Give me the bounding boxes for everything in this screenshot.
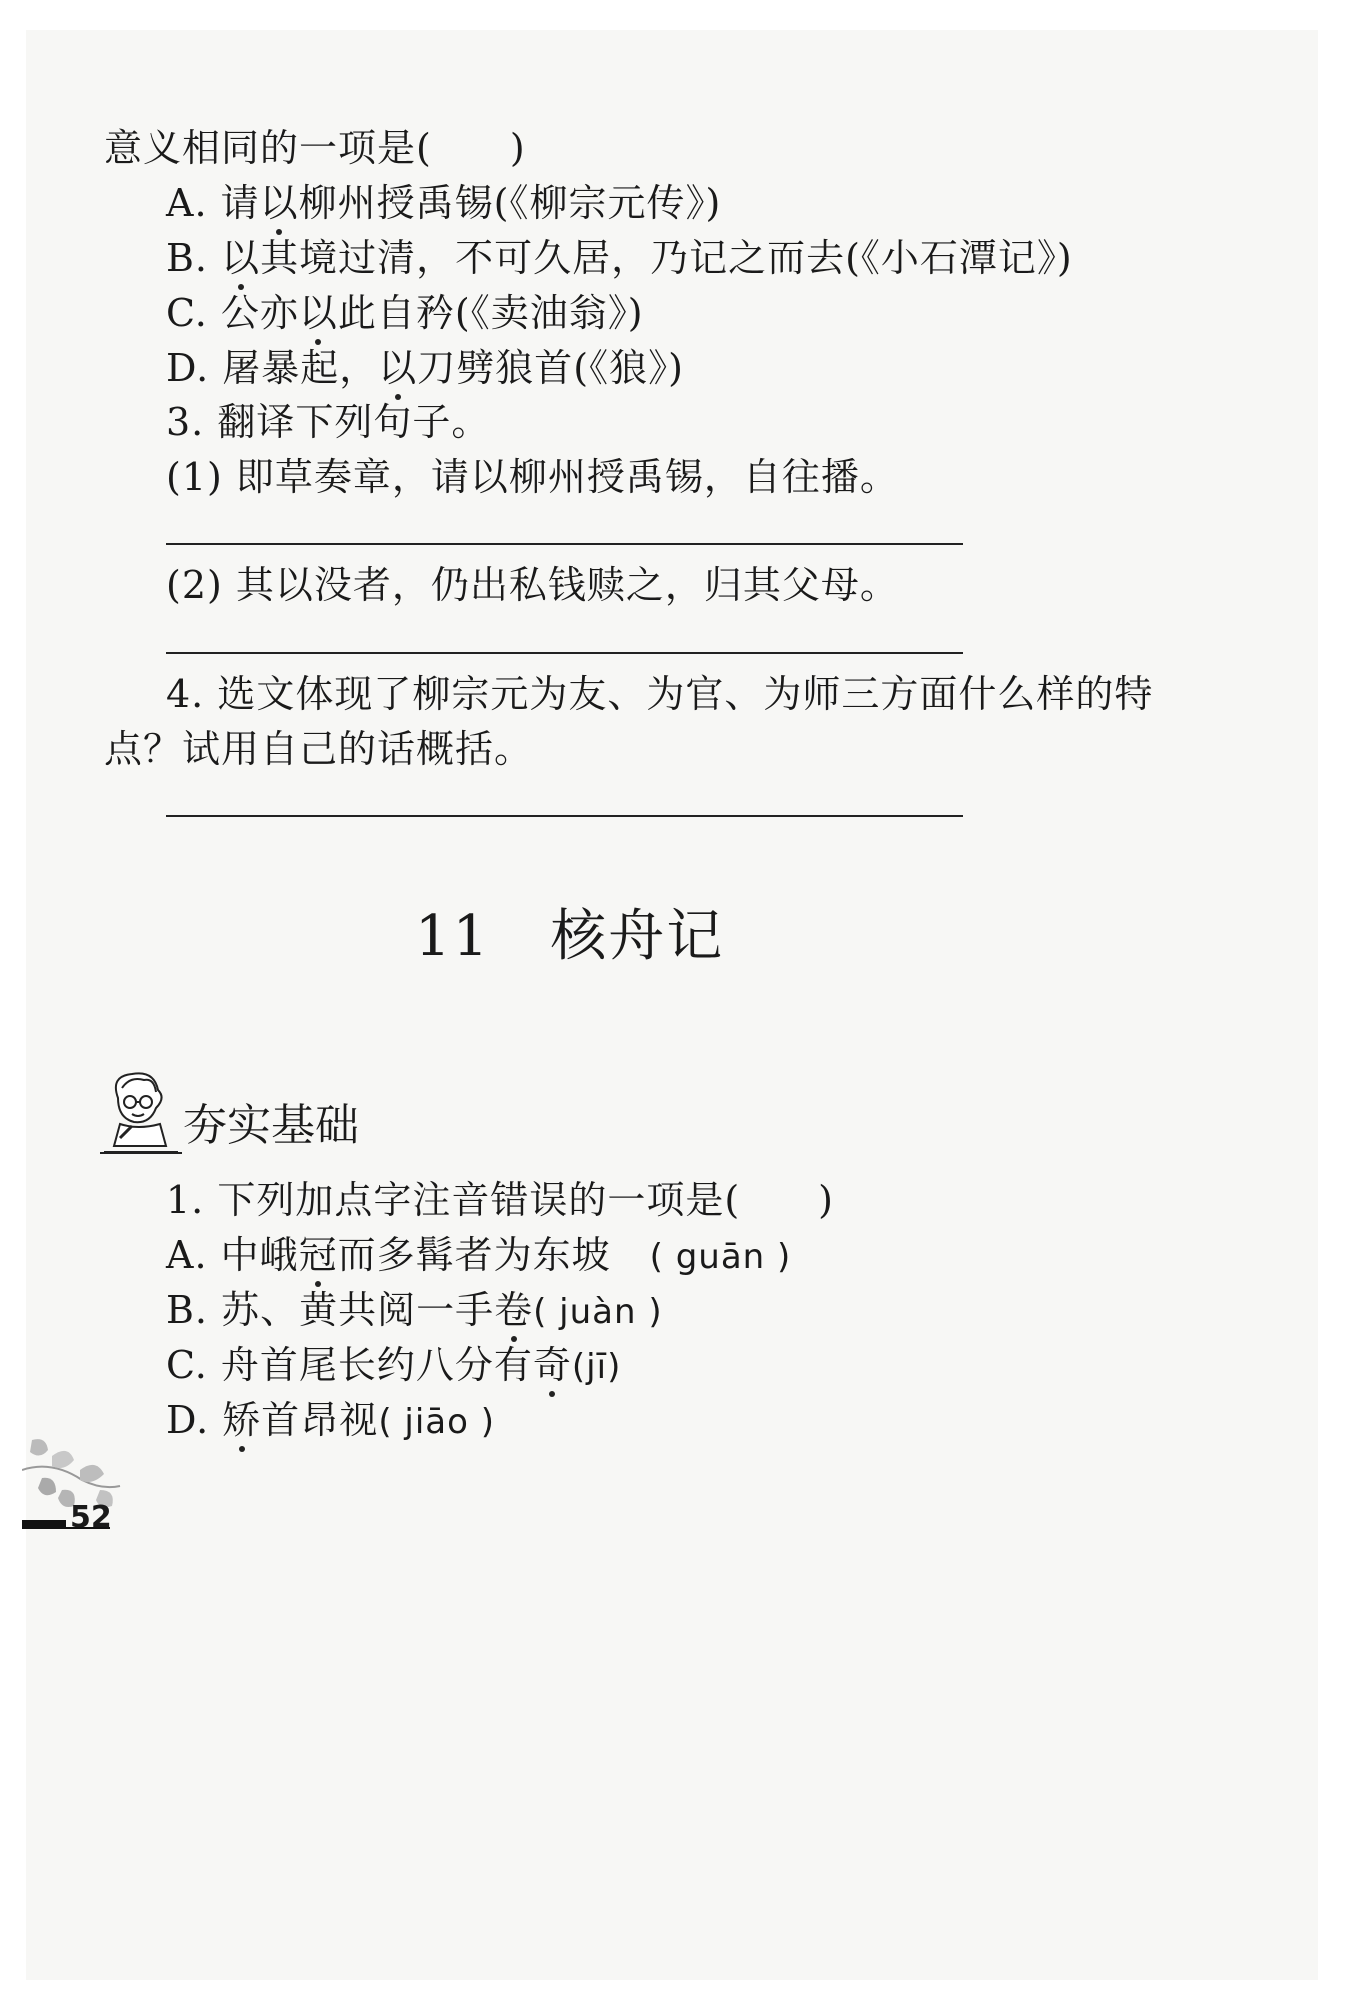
option-text: B. [166, 236, 222, 280]
answer-line-1[interactable] [166, 543, 963, 545]
q1-option-d[interactable] [166, 1398, 495, 1444]
option-text: 柳州授禹锡(《柳宗元传》) [298, 181, 722, 225]
q4-line-2: 点？试用自己的话概括。 [104, 727, 534, 771]
option-text: D. 屠暴起， [166, 346, 379, 390]
option-text: 此自矜(《卖油翁》) [337, 291, 644, 335]
dotted-char: 以 [378, 346, 418, 390]
q2-option-c[interactable] [166, 291, 644, 335]
pinyin-annotation: ( guān ) [649, 1237, 792, 1277]
option-text: D. [166, 1398, 223, 1442]
option-text: 刀劈狼首(《狼》) [417, 346, 684, 390]
q2-option-d[interactable] [166, 346, 684, 390]
student-writing-icon [100, 1068, 180, 1158]
q3-item-1: (1) 即草奏章，请以柳州授禹锡，自往播。 [166, 455, 899, 499]
lesson-number: 11 [415, 904, 491, 969]
q1-option-c[interactable] [166, 1343, 621, 1389]
q3-stem: 3. 翻译下列句子。 [166, 400, 491, 444]
pinyin-annotation: (jī) [571, 1347, 622, 1387]
lesson-title [415, 905, 724, 969]
option-text: C. 公亦 [166, 291, 299, 335]
answer-line-3[interactable] [166, 815, 963, 817]
dotted-char: 奇 [532, 1343, 572, 1387]
dotted-char: 卷 [494, 1288, 534, 1332]
option-text: 其境过清，不可久居，乃记之而去(《小石潭记》) [260, 236, 1073, 280]
q1-stem: 1. 下列加点字注音错误的一项是( ) [166, 1178, 834, 1222]
dotted-char: 以 [259, 181, 299, 225]
section-heading: 夯实基础 [183, 1100, 359, 1151]
dotted-char: 以 [298, 291, 338, 335]
page-number-underline [22, 1527, 110, 1529]
pinyin-annotation: ( juàn ) [533, 1292, 663, 1332]
dotted-char: 以 [221, 236, 261, 280]
q3-item-2: (2) 其以没者，仍出私钱赎之，归其父母。 [166, 563, 899, 607]
option-text: B. 苏、黄共阅一手 [166, 1288, 495, 1332]
q1-option-b[interactable] [166, 1288, 663, 1334]
section-underline [100, 1152, 182, 1154]
option-text: A. 中峨 [166, 1233, 299, 1277]
option-text: A. 请 [166, 181, 260, 225]
dotted-char: 冠 [298, 1233, 338, 1277]
q2-option-b[interactable] [166, 236, 1073, 280]
lesson-name: 核舟记 [550, 904, 725, 969]
dotted-char: 矫 [222, 1398, 262, 1442]
q1-option-a[interactable] [166, 1233, 791, 1279]
option-text: 首昂视 [261, 1398, 379, 1442]
page-number: 52 [70, 1500, 112, 1535]
option-text: C. 舟首尾长约八分有 [166, 1343, 533, 1387]
option-text: 而多髯者为东坡 [337, 1233, 650, 1277]
q4-line-1: 4. 选文体现了柳宗元为友、为官、为师三方面什么样的特 [166, 672, 1154, 716]
answer-line-2[interactable] [166, 652, 963, 654]
pinyin-annotation: ( jiāo ) [378, 1402, 495, 1442]
q2-stem-tail: 意义相同的一项是( ) [104, 126, 526, 170]
q2-option-a[interactable] [166, 181, 721, 225]
